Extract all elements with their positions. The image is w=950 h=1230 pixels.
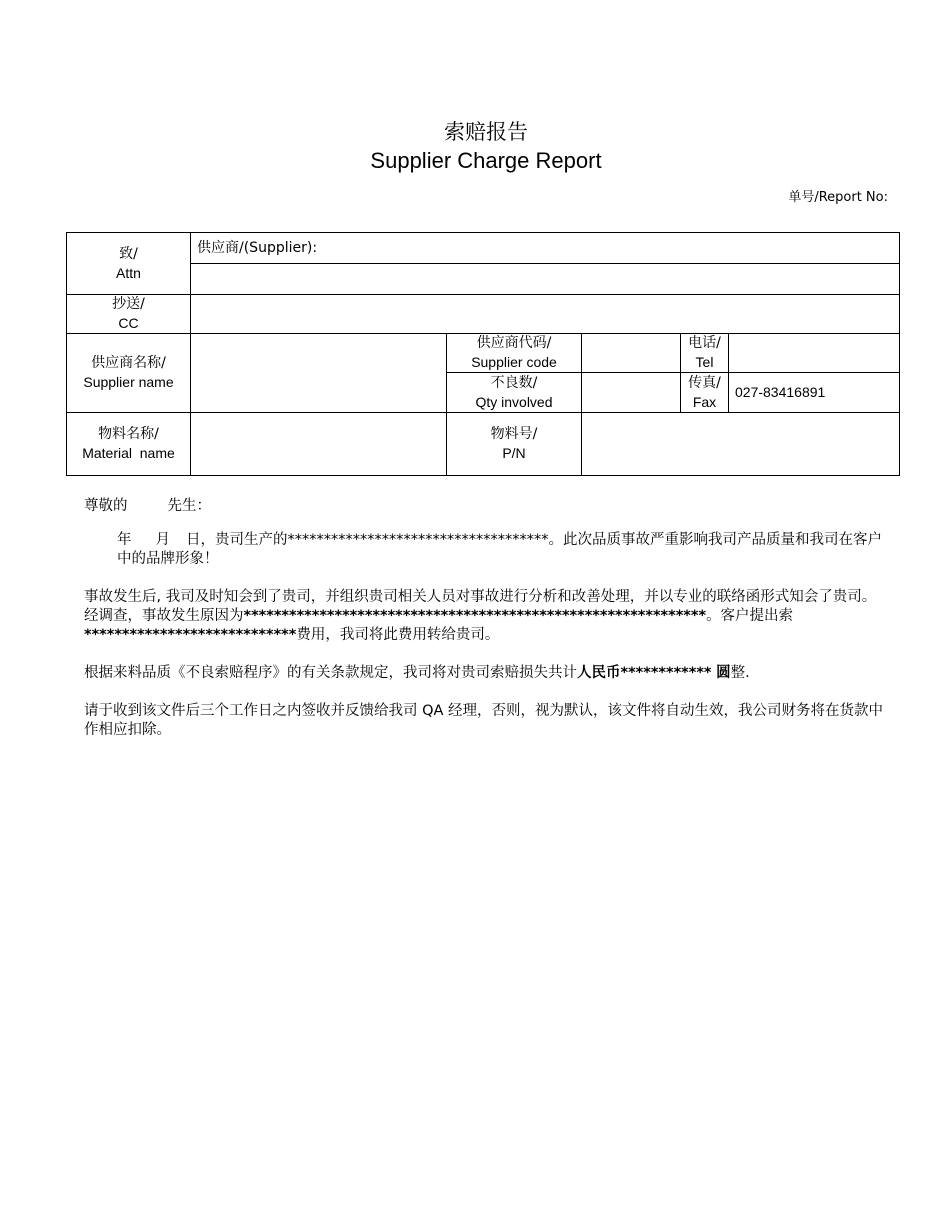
tel-label-cell: [681, 334, 729, 373]
supplier-code-field[interactable]: [582, 334, 681, 373]
tel-label-en: Tel: [695, 354, 714, 370]
attn-second-line-field[interactable]: [191, 264, 900, 295]
fax-label-cn: 传真/: [688, 374, 721, 391]
qty-field[interactable]: [582, 373, 681, 413]
pn-label-cell: [447, 413, 582, 476]
report-title-english: Supplier Charge Report: [370, 148, 602, 173]
pn-label-cn: 物料号/: [490, 426, 538, 442]
rmb-label: 人民币: [577, 665, 621, 681]
material-name-field[interactable]: [191, 413, 447, 476]
supplier-field[interactable]: [191, 233, 900, 264]
supplier-info-table: [66, 232, 900, 476]
incident-text: 。此次品质事故严重影响我司产品质量和我司在客户中的品牌形象！: [117, 532, 882, 567]
cc-label-en: CC: [118, 315, 139, 331]
supplier-name-label-cn: 供应商名称/: [91, 355, 166, 371]
tel-field[interactable]: [729, 334, 900, 373]
greeting-mister: 先生：: [167, 498, 211, 514]
pn-label-en: P/N: [502, 445, 526, 461]
greeting-dear: 尊敬的: [84, 498, 128, 514]
supplier-code-label-en: Supplier code: [471, 354, 557, 370]
attn-label-cell: [67, 233, 191, 295]
cc-label-cell: [67, 295, 191, 334]
cc-field[interactable]: [191, 295, 900, 334]
claim-text: 。客户提出索: [706, 608, 794, 624]
date-year: 年: [117, 532, 132, 548]
paragraph-acknowledge: [84, 702, 890, 740]
fee-text: 费用，我司将此费用转给贵司。: [296, 627, 500, 643]
material-name-label-cell: [67, 413, 191, 476]
date-day-text: 日，贵司生产的: [186, 532, 288, 548]
cause-stars: *************************************************************: [243, 608, 707, 624]
attn-label-cn: 致/: [119, 245, 138, 262]
fax-label-cell: [681, 373, 729, 413]
amount-stars: ************: [620, 665, 712, 681]
report-number-label: 单号/Report No:: [788, 190, 888, 205]
letter-body: [84, 497, 890, 740]
date-month: 月: [155, 532, 170, 548]
cc-label-cn: 抄送/: [112, 296, 145, 312]
report-title-chinese: 索赔报告: [444, 120, 528, 144]
supplier-field-label: 供应商/(Supplier):: [197, 240, 318, 256]
table-row-material: [67, 413, 900, 476]
claim-amount-text: 根据来料品质《不良索赔程序》的有关条款规定，我司将对贵司索赔损失共计: [84, 665, 577, 681]
table-row-cc: [67, 295, 900, 334]
qty-label-en: Qty involved: [475, 393, 553, 410]
fax-label-en: Fax: [692, 393, 717, 410]
supplier-name-field[interactable]: [191, 334, 447, 413]
material-name-label-cn: 物料名称/: [98, 426, 159, 442]
fax-value: 027-83416891: [735, 384, 826, 400]
paragraph-incident: [84, 531, 890, 569]
supplier-name-label-cell: [67, 334, 191, 413]
material-name-label-en: Material name: [82, 445, 175, 461]
paragraph-investigation: [84, 588, 890, 645]
yuan-label: 圆: [716, 665, 731, 681]
supplier-code-label-cell: [447, 334, 582, 373]
tel-label-cn: 电话/: [688, 335, 721, 351]
table-row-attn-1: [67, 233, 900, 264]
attn-label-en: Attn: [116, 264, 141, 281]
claim-stars: ****************************: [84, 627, 297, 643]
amount-suffix: 整.: [730, 665, 750, 681]
table-row-supplier-code: [67, 334, 900, 373]
supplier-code-label-cn: 供应商代码/: [476, 335, 552, 351]
acknowledge-text: 请于收到该文件后三个工作日之内签收并反馈给我司 QA 经理，否则，视为默认，该文件将自动生效，我公司财务将在货款中作相应扣除。: [84, 703, 884, 738]
greeting: [84, 497, 890, 516]
pn-field[interactable]: [582, 413, 900, 476]
qty-label-cell: [447, 373, 582, 413]
paragraph-claim-amount: [84, 664, 890, 683]
incident-stars: ************************************: [287, 532, 549, 548]
supplier-name-label-en: Supplier name: [83, 374, 174, 390]
table-row-attn-2: [67, 264, 900, 295]
qty-label-cn: 不良数/: [490, 374, 538, 391]
fax-field[interactable]: [729, 373, 900, 413]
investigation-text: 事故发生后, 我司及时知会到了贵司，并组织贵司相关人员对事故进行分析和改善处理，并以专业的联络函形式知会了贵司。经调查，事故发生原因为: [84, 589, 877, 624]
